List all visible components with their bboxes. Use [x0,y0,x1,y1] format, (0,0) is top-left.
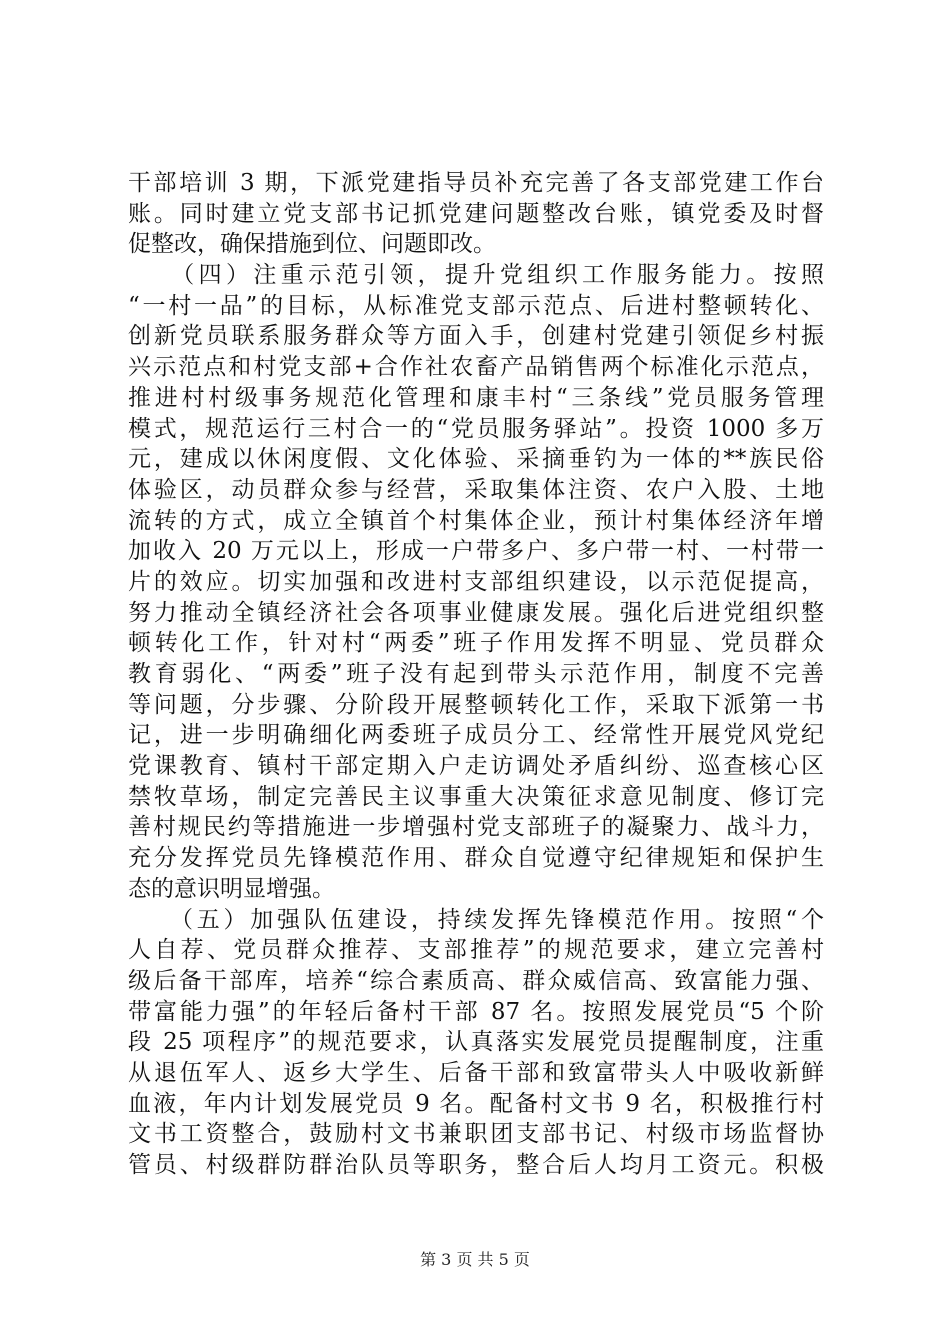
paragraph-section-4 [128,260,824,904]
text-line: 干部培训 3 期，下派党建指导员补充完善了各支部党建工作台 [128,170,824,196]
paragraph-section-5 [128,905,824,1181]
text-line: 管员、村级群防群治队员等职务，整合后人均月工资元。积极 [128,1152,824,1178]
text-line: 记，进一步明确细化两委班子成员分工、经常性开展党风党纪 [128,722,824,749]
text-line: 推进村村级事务规范化管理和康丰村“三条线”党员服务管理 [128,384,824,411]
text-line: （五）加强队伍建设，持续发挥先锋模范作用。按照“个 [128,906,824,933]
text-line: 元，建成以休闲度假、文化体验、采摘垂钓为一体的**族民俗 [128,446,824,473]
text-line: 加收入 20 万元以上，形成一户带多户、多户带一村、一村带一 [128,538,824,565]
text-line: 从退伍军人、返乡大学生、后备干部和致富带头人中吸收新鲜 [128,1059,824,1086]
page-footer: 第 3 页 共 5 页 [420,1250,530,1269]
text-line: 充分发挥党员先锋模范作用、群众自觉遵守纪律规矩和保护生 [128,845,824,872]
text-line: 善村规民约等措施进一步增强村党支部班子的凝聚力、战斗力， [128,814,824,841]
text-line: 党课教育、镇村干部定期入户走访调处矛盾纠纷、巡查核心区 [128,753,824,780]
text-line: 顿转化工作，针对村“两委”班子作用发挥不明显、党员群众 [128,630,824,657]
text-line: 体验区，动员群众参与经营，采取集体注资、农户入股、土地 [128,476,824,503]
text-line: 段 25 项程序”的规范要求，认真落实发展党员提醒制度，注重 [128,1029,824,1056]
text-line: 级后备干部库，培养“综合素质高、群众威信高、致富能力强、 [128,967,824,994]
text-line: 流转的方式，成立全镇首个村集体企业，预计村集体经济年增 [128,507,824,534]
text-line: 片的效应。切实加强和改进村支部组织建设，以示范促提高， [128,568,824,595]
text-line: 等问题，分步骤、分阶段开展整顿转化工作，采取下派第一书 [128,691,824,718]
text-line: “一村一品”的目标，从标准党支部示范点、后进村整顿转化、 [128,292,824,319]
text-line: 努力推动全镇经济社会各项事业健康发展。强化后进党组织整 [128,599,824,626]
document-body [128,168,824,1181]
text-line: 态的意识明显增强。 [128,875,335,902]
paragraph-carryover [128,168,824,260]
text-line: 文书工资整合，鼓励村文书兼职团支部书记、村级市场监督协 [128,1121,824,1148]
text-line: 模式，规范运行三村合一的“党员服务驿站”。投资 1000 多万 [128,415,824,442]
text-line: 账。同时建立党支部书记抓党建问题整改台账，镇党委及时督 [128,200,824,227]
text-line: 带富能力强”的年轻后备村干部 87 名。按照发展党员“5 个阶 [128,998,824,1025]
text-line: 禁牧草场，制定完善民主议事重大决策征求意见制度、修订完 [128,783,824,810]
text-line: 教育弱化、“两委”班子没有起到带头示范作用，制度不完善 [128,661,824,687]
text-line: 兴示范点和村党支部+合作社农畜产品销售两个标准化示范点， [128,354,824,381]
text-line: （四）注重示范引领，提升党组织工作服务能力。按照 [128,262,824,289]
text-line: 创新党员联系服务群众等方面入手，创建村党建引领促乡村振 [128,323,824,350]
text-line: 人自荐、党员群众推荐、支部推荐”的规范要求，建立完善村 [128,937,824,964]
text-line: 促整改，确保措施到位、问题即改。 [128,231,496,258]
text-line: 血液，年内计划发展党员 9 名。配备村文书 9 名，积极推行村 [128,1090,824,1117]
